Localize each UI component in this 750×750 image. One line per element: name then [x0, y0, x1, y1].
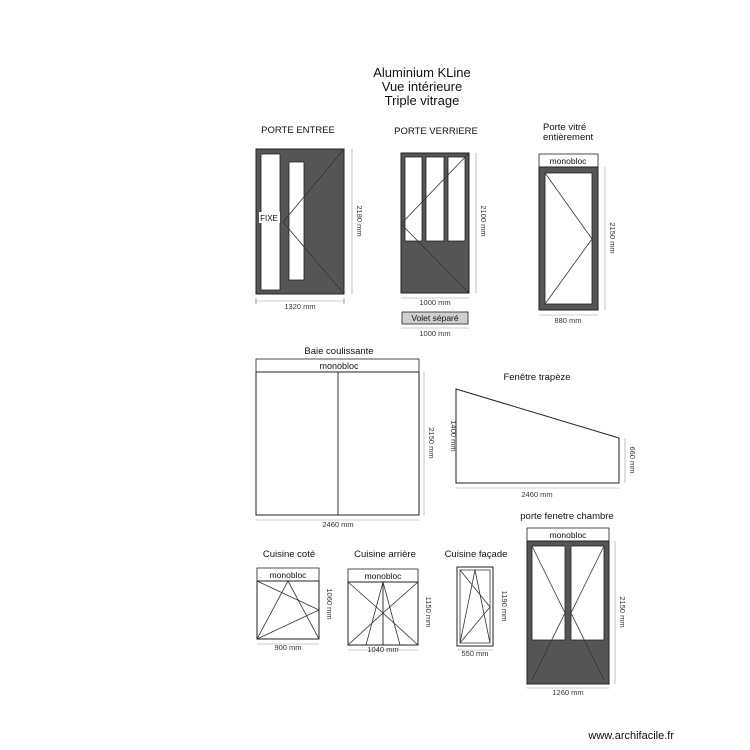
trapeze-width: 2460 mm [521, 490, 553, 499]
cuisine-facade[interactable] [445, 549, 509, 658]
header-line-1: Aluminium KLine [373, 65, 471, 80]
cuisine-facade-width: 550 mm [461, 649, 489, 658]
porte-entree-door-glass [289, 162, 304, 280]
volet-width: 1000 mm [419, 329, 451, 338]
cuisine-arriere-width: 1040 mm [367, 645, 399, 654]
cuisine-facade-frame [457, 567, 493, 646]
cuisine-arriere-monobloc: monobloc [364, 571, 402, 581]
trapeze-shape [456, 389, 619, 483]
cuisine-facade-height: 1190 mm [500, 590, 509, 622]
cuisine-cote[interactable] [257, 549, 334, 652]
porte-fenetre-width: 1260 mm [552, 688, 584, 697]
baie-height: 2150 mm [427, 427, 436, 459]
fenetre-trapeze[interactable] [449, 372, 637, 499]
baie-coulissante[interactable] [256, 346, 436, 529]
porte-entree-title: PORTE ENTREE [261, 125, 335, 136]
trapeze-title: Fenêtre trapèze [503, 372, 571, 383]
baie-frame [256, 372, 419, 515]
porte-fenetre-chambre[interactable] [520, 511, 627, 697]
cuisine-cote-monobloc: monobloc [269, 570, 307, 580]
porte-vitree-title-1: Porte vitré [543, 122, 587, 133]
porte-verriere-width: 1000 mm [419, 298, 451, 307]
cuisine-arriere-title: Cuisine arrière [354, 549, 416, 560]
porte-vitree-monobloc: monobloc [549, 156, 587, 166]
cuisine-cote-height: 1060 mm [325, 588, 334, 620]
volet-separe-label: Volet séparé [411, 313, 459, 323]
porte-verriere-height: 2100 mm [479, 205, 488, 237]
porte-vitree-width: 880 mm [554, 316, 582, 325]
porte-vitree-glass [545, 173, 592, 304]
baie-monobloc: monobloc [319, 361, 359, 371]
baie-width: 2460 mm [322, 520, 354, 529]
porte-vitree-height: 2150 mm [608, 222, 617, 254]
trapeze-height-right: 660 mm [628, 446, 637, 474]
porte-vitree-title-2: entièrement [543, 132, 594, 143]
porte-entree-height: 2180 mm [355, 205, 364, 237]
porte-verriere-title: PORTE VERRIERE [394, 126, 478, 137]
cuisine-facade-title: Cuisine façade [444, 549, 508, 560]
porte-verriere-pane-3 [448, 157, 465, 241]
cuisine-arriere-height: 1150 mm [424, 596, 433, 628]
baie-title: Baie coulissante [304, 346, 374, 357]
cuisine-cote-width: 900 mm [274, 643, 302, 652]
cuisine-cote-title: Cuisine coté [262, 549, 316, 560]
archifacile-watermark: www.archifacile.fr [588, 730, 674, 742]
porte-verriere-pane-1 [405, 157, 422, 241]
porte-fenetre-glass-left [532, 546, 565, 640]
porte-fenetre-height: 2150 mm [618, 596, 627, 628]
porte-verriere[interactable] [394, 126, 488, 338]
header-line-3: Triple vitrage [384, 93, 460, 108]
porte-entree-fixe-label: FIXE [260, 214, 278, 223]
porte-verriere-pane-2 [426, 157, 444, 241]
trapeze-height-left: 1400 mm [449, 420, 458, 452]
porte-entree-width: 1320 mm [284, 302, 316, 311]
porte-fenetre-title: porte fenetre chambre [520, 511, 614, 522]
cuisine-arriere[interactable] [348, 549, 433, 654]
porte-fenetre-monobloc: monobloc [549, 530, 587, 540]
porte-entree[interactable] [256, 125, 364, 311]
header-line-2: Vue intérieure [381, 79, 463, 94]
porte-vitree[interactable] [539, 122, 617, 325]
cuisine-cote-frame [257, 581, 319, 639]
porte-fenetre-glass-right [571, 546, 604, 640]
